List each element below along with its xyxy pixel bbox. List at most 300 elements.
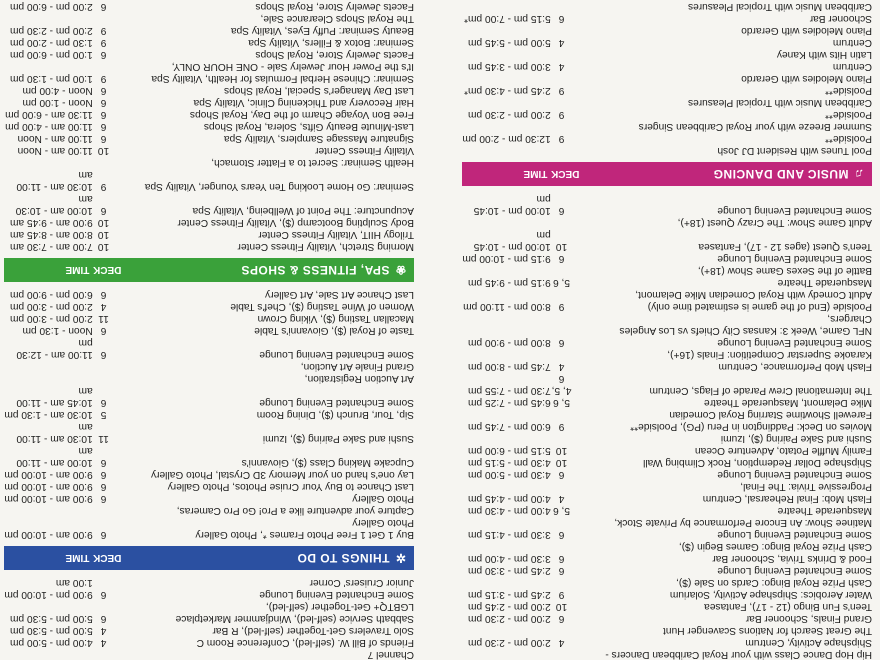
activity-time: 6:45 pm - 7:25 pm [468, 397, 551, 408]
spa-time-header: TIME [65, 264, 90, 276]
activity-time: 10:30 am - 1:30 pm [4, 409, 93, 420]
activity-name: Some Enchanted Evening Lounge [717, 253, 872, 264]
activity-name: Masquerade Theatre [777, 277, 872, 288]
activity-name: The International Crew Parade of Flags, Centrum [649, 385, 872, 396]
activity-time: 7:00 am - 7:30 am [10, 241, 93, 252]
activity-name: Junior Cruisers' Corner [309, 577, 414, 588]
activity-row [462, 336, 872, 348]
activity-row [4, 216, 414, 228]
activity-row [462, 144, 872, 156]
spa-section-header [4, 258, 414, 282]
activity-time [462, 144, 551, 156]
activity-deck: 5, 6 [553, 505, 571, 516]
activity-deck [93, 360, 115, 372]
activity-time [462, 96, 551, 108]
activity-row [462, 456, 872, 468]
activity-row [4, 312, 414, 324]
activity-name: Morning Stretch, Vitality Fitness Center [237, 241, 414, 252]
activity-row [4, 0, 414, 12]
activity-row [4, 36, 414, 48]
activity-name: Schooner Bar [809, 13, 872, 24]
afternoon-activities-list [462, 192, 872, 660]
activity-row [462, 300, 872, 312]
activity-row [4, 300, 414, 312]
activity-time [462, 624, 551, 636]
activity-row [462, 552, 872, 564]
activity-row [462, 624, 872, 636]
activity-deck: 10 [97, 241, 110, 252]
activity-name: Lay one's hand on your Memory 3D Crystal, Photo Gallery [151, 469, 414, 480]
activity-deck [93, 648, 115, 660]
activity-name: Flash Mob: Final Rehearsal, Centrum [702, 493, 872, 504]
activity-time: Noon - 1:00 pm [22, 97, 93, 108]
activity-deck [551, 144, 573, 156]
activity-deck: 5 [100, 409, 107, 420]
activity-deck: 6 [100, 349, 107, 360]
activity-name: Body Sculpting Bootcamp ($), Vitality Fitness Center [177, 217, 414, 228]
activity-row [4, 12, 414, 24]
activity-row [4, 192, 414, 216]
activity-row [4, 384, 414, 408]
activity-time [462, 72, 551, 84]
activity-deck [551, 288, 573, 300]
activity-row [4, 504, 414, 516]
activity-row [462, 396, 872, 408]
activity-deck: 6 [558, 469, 565, 480]
activity-deck [93, 156, 115, 168]
activity-deck: 6 [558, 529, 565, 540]
activity-time [462, 516, 551, 528]
activity-time [462, 432, 551, 444]
activity-time [462, 480, 551, 492]
activity-time: 2:00 pm - 6:00 pm [10, 1, 93, 12]
activity-name: Piano Melodies with Gerardo [741, 73, 872, 84]
activity-name: Taste of Royal ($), Giovanni's Table [254, 325, 414, 336]
activity-deck: 4 [100, 625, 107, 636]
things-to-do-list [4, 288, 414, 540]
activity-time: 9:15 pm - 9:45 pm [468, 277, 551, 288]
activity-row [462, 420, 872, 432]
activity-name: Cash Prize Royal Bingo: Cards on Sale ($), [676, 577, 872, 588]
activity-name: Grand Finals, Schooner Bar [745, 613, 872, 624]
activity-time: 10:30 am - 11:00 am [16, 421, 93, 444]
activity-row [462, 72, 872, 84]
activity-name: Some Enchanted Evening Lounge [259, 589, 414, 600]
activity-name: Health Seminar: Secret to a Flatter Stomach, [211, 157, 414, 168]
activity-name: Cupcake Making Class ($), Giovanni's [241, 457, 414, 468]
activity-time [4, 600, 93, 612]
activity-deck: 6 [100, 205, 107, 216]
activity-row [4, 612, 414, 624]
activity-name: Seminar: Botox & Fillers, Vitality Spa [248, 37, 414, 48]
activity-name: Pool Tunes with Resident DJ Josh [717, 145, 872, 156]
activity-name: Facets Jewelry Store, Royal Shops [255, 49, 414, 60]
activity-deck: 10 [97, 229, 110, 240]
activity-row [462, 636, 872, 648]
music-deck-header: DECK [551, 168, 580, 180]
activity-name: Progressive Trivia: The Final, [740, 481, 872, 492]
activity-deck: 4 [558, 637, 565, 648]
activity-deck: 6 [100, 469, 107, 480]
activity-row [4, 408, 414, 420]
activity-deck [551, 216, 573, 228]
activity-name: Sip, Tour, Brunch ($), Dining Room [256, 409, 414, 420]
activity-deck [551, 24, 573, 36]
activity-deck: 6 [100, 457, 107, 468]
activity-name: Caribbean Music with Tropical Pleasures [687, 97, 872, 108]
activity-deck: 6 [558, 553, 565, 564]
activity-row [4, 288, 414, 300]
activity-deck [93, 576, 115, 588]
activity-time [462, 264, 551, 276]
activity-time: 1:00 pm - 6:00 pm [10, 49, 93, 60]
activity-deck: 6 [100, 589, 107, 600]
activity-row [462, 96, 872, 108]
activity-row [462, 360, 872, 372]
activity-time: 2:45 pm - 3:30 pm [468, 565, 551, 576]
activity-row [4, 168, 414, 192]
things-section-header [4, 546, 414, 570]
activity-row [462, 408, 872, 420]
activity-deck: 11 [98, 433, 109, 444]
activity-time: 2:00 pm - 3:00 pm [10, 313, 93, 324]
things-deck-header: DECK [93, 552, 122, 564]
activity-row [4, 336, 414, 360]
activity-name: Channel 7 [367, 649, 414, 660]
activity-name: Latin Hits with Kaney [776, 49, 872, 60]
activity-name: Free Bon Voyage Charm of the Day, Royal Shops [189, 109, 414, 120]
activity-time [462, 408, 551, 420]
activity-name: Some Enchanted Evening Lounge [717, 205, 872, 216]
activity-row [462, 648, 872, 660]
activity-row [4, 360, 414, 372]
activity-time [462, 216, 551, 228]
activity-deck: 10 [555, 445, 568, 456]
activity-deck: 4 [100, 301, 107, 312]
activity-name: Teen's Quest (ages 12 - 17), Fantasea [698, 241, 872, 252]
activity-name: Food & Drinks Trivia, Schooner Bar [712, 553, 872, 564]
activity-time [462, 312, 551, 336]
activity-time: 1:30 pm - 2:00 pm [10, 37, 93, 48]
activity-time: 9:00 am - 10:00 pm [4, 529, 93, 540]
activity-time: 2:00 pm - 3:00 pm [10, 301, 93, 312]
activity-name: Shipshape Activity, Centrum [745, 637, 872, 648]
activity-time [4, 504, 93, 516]
activity-row [462, 492, 872, 504]
activity-name: Women of Wine Tasting ($), Chef's Table [230, 301, 414, 312]
self-led-activities-list [4, 576, 414, 660]
activity-time: 10:00 am - 10:30 am [15, 193, 93, 216]
activity-deck: 6 [558, 565, 565, 576]
activity-name: Macallan Tasting ($), Viking Crown [257, 313, 414, 324]
activity-row [4, 420, 414, 444]
activity-name: Art Auction Registration, [304, 373, 414, 384]
activity-deck: 6 [100, 1, 107, 12]
activity-name: Cash Prize Royal Bingo: Games Begin ($), [678, 541, 872, 552]
activity-deck: 4 [100, 637, 107, 648]
activity-time: 11:00 am - Noon [17, 145, 93, 156]
activity-deck [551, 96, 573, 108]
activity-time: 9:00 am - 9:45 am [10, 217, 93, 228]
activity-time: 10:00 am - 11:00 am [16, 445, 93, 468]
activity-deck [93, 60, 115, 72]
activity-row [462, 432, 872, 444]
activity-time [462, 0, 551, 12]
activity-deck: 9 [100, 25, 107, 36]
activity-time: 2:00 pm - 2:45 pm [468, 601, 551, 612]
activity-row [462, 84, 872, 96]
activity-time: 4:00 pm - 5:00 pm [10, 637, 93, 648]
activity-name: Grand Finale Art Auction, [300, 361, 414, 372]
activity-time: 7:45 pm - 8:00 pm [468, 361, 551, 372]
activity-deck: 6 [100, 529, 107, 540]
activity-deck: 6 [100, 481, 107, 492]
activity-deck: 9 [558, 589, 565, 600]
activity-row [462, 60, 872, 72]
activity-row [4, 624, 414, 636]
activity-row [4, 528, 414, 540]
activity-time: 10:30 am - 11:00 am [16, 169, 93, 192]
activity-row [462, 0, 872, 12]
activity-row [462, 252, 872, 264]
activity-name: Hip Hop Dance Class with your Royal Caribbean Dancers - [605, 649, 872, 660]
activity-deck: 6 [558, 337, 565, 348]
activity-deck [551, 348, 573, 360]
activity-row [4, 240, 414, 252]
activity-time: Noon - 1:30 pm [22, 325, 93, 336]
activity-name: Farewell Showtime Starring Royal Comedian [669, 409, 872, 420]
activity-name: Some Enchanted Evening Lounge [259, 349, 414, 360]
activity-row [4, 492, 414, 504]
spa-section-title: SPA, FITNESS & SHOPS [240, 263, 390, 277]
activity-time [4, 372, 93, 384]
activity-row [4, 480, 414, 492]
activity-time: 3:30 pm - 4:15 pm [468, 529, 551, 540]
activity-time: 2:00 pm - 2:30 pm [468, 637, 551, 648]
activity-time: 5:00 pm - 5:30 pm [10, 625, 93, 636]
activity-name: NFL Game, Week 3: Kansas City Chiefs vs Los Angeles Chargers, [619, 313, 872, 336]
activity-time [4, 12, 93, 24]
activity-name: Buy 1 Get 1 Free Photo Frames *, Photo Gallery [195, 529, 414, 540]
activity-time: 10:45 am - 11:00 am [16, 385, 93, 408]
activity-deck: 10 [555, 601, 568, 612]
activity-row [4, 144, 414, 156]
activity-row [462, 564, 872, 576]
music-time-header: TIME [523, 168, 548, 180]
activity-row [4, 324, 414, 336]
activity-name: Sabbath Service (self-led), Windjammer Marketplace [175, 613, 414, 624]
activity-time: 10:00 pm - 10:45 pm [473, 229, 551, 252]
activity-row [4, 60, 414, 72]
activity-deck: 9 [100, 37, 107, 48]
activity-name: Poolside** [824, 85, 872, 96]
activity-deck: 9 [558, 85, 565, 96]
activity-time: 5:00 pm - 5:30 pm [10, 613, 93, 624]
activity-time: 4:00 pm - 4:30 pm [468, 505, 551, 516]
activity-row [462, 108, 872, 120]
activity-name: Teen's Fun Bingo (12 - 17), Fantasea [704, 601, 872, 612]
activity-time [462, 288, 551, 300]
activity-name: Piano Melodies with Gerardo [741, 25, 872, 36]
activity-deck: 9 [100, 181, 107, 192]
activity-time [462, 120, 551, 132]
activity-time: 8:00 am - 8:45 am [10, 229, 93, 240]
activity-name: Water Aerobics: Shipshape Activity, Solarium [669, 589, 872, 600]
activity-row [4, 96, 414, 108]
activity-time [462, 540, 551, 552]
activity-row [462, 540, 872, 552]
activity-time: 3:30 pm - 4:00 pm [468, 553, 551, 564]
activity-time: Noon - 4:00 pm [22, 85, 93, 96]
activity-deck: 9 [558, 133, 565, 144]
activity-time: 5:15 pm - 7:00 pm* [464, 13, 551, 24]
activity-time: 11:00 am - Noon [17, 133, 93, 144]
activity-row [4, 24, 414, 36]
activity-row [4, 108, 414, 120]
activity-name: Poolside** [824, 109, 872, 120]
activity-name: Shipshape Dollar Redemption, Rock Climbing Wall [643, 457, 872, 468]
activity-name: Facets Jewelry Store, Royal Shops [255, 1, 414, 12]
activity-name: The Great Search for Nations Scavenger Hunt [663, 625, 872, 636]
activity-deck [551, 312, 573, 336]
activity-deck: 6 [100, 493, 107, 504]
activity-deck: 6 [558, 13, 565, 24]
activity-name: Trilogy HIIT, Vitality Fitness Center [258, 229, 414, 240]
activity-name: Some Enchanted Evening Lounge [717, 337, 872, 348]
activity-row [4, 468, 414, 480]
activity-time: 9:00 am - 10:00 pm [4, 481, 93, 492]
activity-name: Mike Delamont, Masquerade Theatre [704, 397, 872, 408]
activity-deck: 10 [555, 241, 568, 252]
activity-deck: 9 [100, 73, 107, 84]
sparkle-icon: ✲ [395, 551, 406, 565]
activity-time [462, 648, 551, 660]
activity-time: 12:30 pm - 2:00 pm [462, 133, 551, 144]
activity-deck: 4 [558, 493, 565, 504]
activity-name: Some Enchanted Evening Lounge [717, 565, 872, 576]
activity-deck: 9 [558, 421, 565, 432]
things-section-title: THINGS TO DO [296, 551, 390, 565]
activity-time: 8:00 pm - 11:00 pm [463, 301, 551, 312]
activity-name: Poolside** [824, 133, 872, 144]
activity-row [4, 576, 414, 588]
activity-deck [551, 480, 573, 492]
activity-row [4, 84, 414, 96]
activity-row [4, 516, 414, 528]
activity-row [462, 612, 872, 624]
activity-deck: 6 [100, 325, 107, 336]
activity-time: 2:00 pm - 2:30 pm [468, 109, 551, 120]
activity-time [462, 348, 551, 360]
activity-name: Family Muffle Potato, Adventure Ocean [694, 445, 872, 456]
activity-deck [93, 504, 115, 516]
activity-row [462, 216, 872, 228]
activity-name: Some Enchanted Evening Lounge [259, 397, 414, 408]
activity-deck [93, 12, 115, 24]
spa-fitness-shops-list [4, 0, 414, 252]
activity-row [462, 48, 872, 60]
activity-time [462, 24, 551, 36]
right-column [4, 0, 414, 660]
activity-deck: 5, 6 [553, 397, 571, 408]
activity-row [4, 72, 414, 84]
activity-name: Last Day Manager's Special, Royal Shops [224, 85, 414, 96]
activity-time: 1:00 am [55, 577, 93, 588]
activity-deck: 10 [97, 145, 110, 156]
activity-deck [93, 600, 115, 612]
activity-deck [551, 264, 573, 276]
activity-name: Matinee Show: An Encore Performance by Private Stock, [614, 517, 872, 528]
activity-deck: 6 [100, 289, 107, 300]
activity-name: LGBTQ+ Get-Together (self-led), [265, 601, 414, 612]
activity-name: Summer Breeze with your Royal Caribbean Singers [638, 121, 872, 132]
activity-deck [551, 624, 573, 636]
activity-row [462, 192, 872, 216]
activity-name: Flash Mob Performance, Centrum [718, 361, 872, 372]
activity-time: 9:00 am - 10:00 pm [4, 493, 93, 504]
activity-row [4, 636, 414, 648]
activity-deck [551, 432, 573, 444]
activity-time: 9:00 pm - 10:00 pm [4, 589, 93, 600]
activity-deck: 6 [558, 253, 565, 264]
activity-time [4, 60, 93, 72]
activity-time: 6:00 pm - 9:00 pm [10, 289, 93, 300]
activity-name: Centrum [832, 37, 872, 48]
activity-name: Last Chance Art Sale, Art Gallery [265, 289, 414, 300]
activity-row [462, 600, 872, 612]
activity-row [462, 264, 872, 276]
activity-time [4, 360, 93, 372]
activity-time [4, 156, 93, 168]
activity-row [4, 132, 414, 144]
activity-row [4, 588, 414, 600]
activity-time: 2:45 pm - 4:30 pm* [464, 85, 551, 96]
activity-time: 1:00 pm - 1:30 pm [10, 73, 93, 84]
activity-name: Battle of the Sexes Game Show (18+), [697, 265, 872, 276]
activity-deck [93, 372, 115, 384]
activity-row [462, 120, 872, 132]
activity-row [462, 444, 872, 456]
activity-deck [93, 516, 115, 528]
activity-row [462, 372, 872, 396]
activity-time: 4:30 pm - 5:15 pm [468, 457, 551, 468]
activity-row [4, 228, 414, 240]
activity-name: Karaoke Superstar Competition: Finals (16+), [667, 349, 872, 360]
activity-time: 6:00 pm - 7:45 pm [468, 421, 551, 432]
activity-time: 9:15 pm - 10:00 pm [462, 253, 551, 264]
activity-name: Adult Game Show: The Crazy Quest (18+), [677, 217, 872, 228]
activity-deck: 5, 6 [553, 277, 571, 288]
activity-row [4, 372, 414, 384]
music-section-title: MUSIC AND DANCING [713, 167, 849, 181]
activity-name: Acupuncture: The Point of Wellbeing, Vitality Spa [192, 205, 414, 216]
activity-name: Seminar: Chinese Herbal Formulas for Health, Vitality Spa [151, 73, 414, 84]
activity-deck [551, 540, 573, 552]
activity-deck: 6 [100, 109, 107, 120]
spa-lotus-icon: ❀ [395, 263, 406, 277]
activity-row [462, 132, 872, 144]
activity-name: It's the Power Hour Jewelry Sale - ONE HOUR ONLY, [171, 61, 414, 72]
music-activities-list [462, 0, 872, 156]
activity-time: 11:30 am - 6:00 pm [5, 109, 93, 120]
activity-row [4, 120, 414, 132]
activity-time: 3:00 pm - 3:45 pm [468, 61, 551, 72]
activity-name: Vitality Fitness Center [315, 145, 414, 156]
activity-deck: 6 [100, 49, 107, 60]
activity-deck: 6 [100, 85, 107, 96]
activity-deck: 6 [558, 205, 565, 216]
activity-time [4, 648, 93, 660]
